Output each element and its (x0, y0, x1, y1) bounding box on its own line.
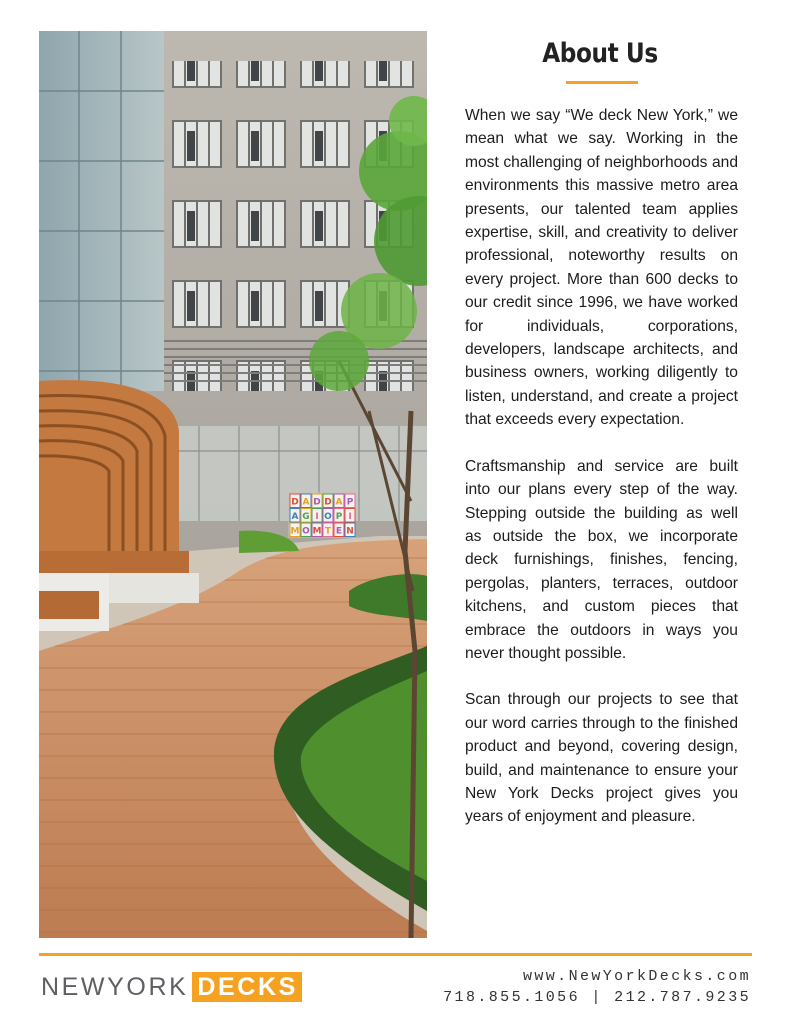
contact-info (443, 966, 751, 1008)
brand-logo-decks: DECKS (192, 972, 302, 1002)
page-title: About Us (542, 38, 658, 69)
wooden-pergola (39, 380, 199, 631)
letter-block-glyph: M (312, 526, 322, 537)
paragraph-craftsmanship: Craftsmanship and service are built into our plans every step of the way. Stepping outside the building as well as outside the box, we incorporate deck furnishings, finishes, fencing, pergolas, planters, terraces, outdoor kitchens, and custom pieces that embrace the outdoors in ways you never thought possible. (465, 457, 738, 662)
letter-block-glyph: A (291, 512, 299, 522)
letter-block-glyph: N (346, 526, 354, 537)
website-link[interactable]: www.NewYorkDecks.com (522, 968, 751, 985)
letter-block-glyph: M (290, 526, 300, 537)
deck-scene-illustration (39, 31, 427, 938)
letter-block-glyph: D (291, 497, 299, 508)
letter-block-glyph: G (302, 512, 310, 522)
brand-logo-newyork: NEWYORK (41, 972, 189, 1001)
about-body (465, 104, 738, 852)
letter-block-glyph: A (302, 497, 310, 508)
brand-logo (41, 972, 302, 1002)
rooftop-deck-photo (39, 31, 427, 938)
letter-block-glyph: T (324, 526, 332, 537)
phone-numbers: 718.855.1056 | 212.787.9235 (443, 989, 751, 1006)
letter-block-glyph: I (348, 512, 352, 522)
letter-block-glyph: O (302, 526, 310, 537)
letter-block-glyph: P (335, 512, 343, 522)
letter-block-glyph: P (346, 497, 354, 508)
letter-block-glyph: D (324, 497, 332, 508)
footer-divider (39, 953, 752, 956)
letter-block-glyph: D (313, 497, 321, 508)
letter-block-glyph: E (335, 526, 343, 537)
title-underline (566, 81, 638, 84)
paragraph-projects: Scan through our projects to see that our word carries through to the finished product and beyond, covering design, build, and maintenance to ensure your New York Decks project gives you years of enjoyment and pleasure. (465, 691, 738, 826)
letter-block-glyph: O (324, 512, 332, 522)
letter-block-glyph: I (315, 512, 319, 522)
paragraph-intro: When we say “We deck New York,” we mean what we say. Working in the most challenging of neighborhoods and environments this massive metro area presents, our talented team applies expertise, skill, and creativity to deliver professional, noteworthy results on every project. More than 600 decks to our credit since 1996, we have worked for individuals, corporations, developers, landscape architects, and business owners, working diligently to listen, understand, and create a project that exceeds every expectation. (465, 107, 738, 429)
letter-block-glyph: A (335, 497, 343, 508)
